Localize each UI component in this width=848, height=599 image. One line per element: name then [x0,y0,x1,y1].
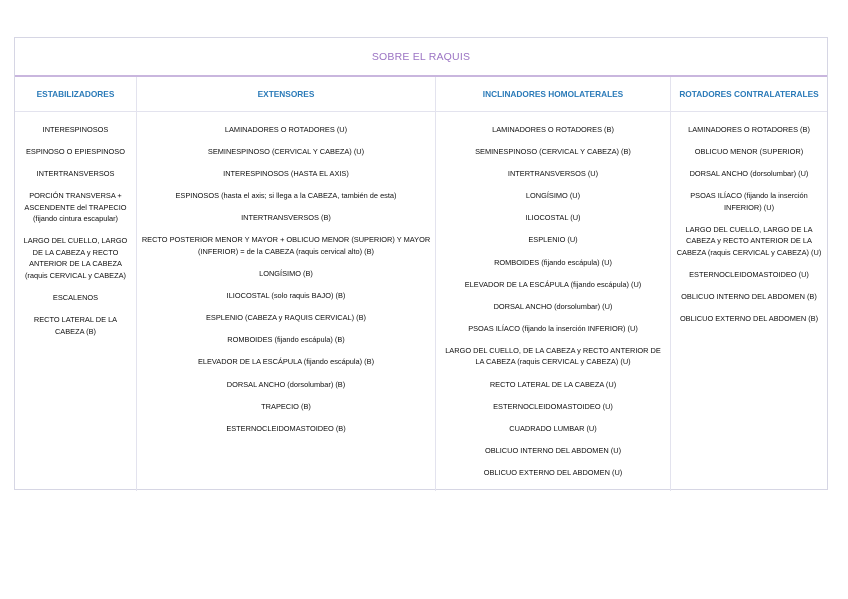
muscle-item: LAMINADORES O ROTADORES (B) [492,125,614,134]
muscle-item: PORCIÓN TRANSVERSA + ASCENDENTE del TRAPECIO (fijando cintura escapular) [24,191,127,224]
muscle-item: RECTO POSTERIOR MENOR Y MAYOR + OBLICUO MENOR (SUPERIOR) Y MAYOR (INFERIOR) = de la CABEZA (raquis cervical alto) (B) [141,235,431,256]
muscle-item: CUADRADO LUMBAR (U) [509,423,597,433]
column-items [137,112,435,434]
muscle-item: INTERTRANSVERSOS (B) [241,213,331,223]
column-header: ESTABILIZADORES [15,77,136,112]
muscle-item: ESPLENIO (CABEZA y RAQUIS CERVICAL) (B) [205,313,367,323]
column-header: INCLINADORES HOMOLATERALES [436,77,670,112]
muscle-item: ELEVADOR DE LA ESCÁPULA (fijando escápula) (B) [197,357,375,367]
muscle-item: RECTO LATERAL DE LA CABEZA (U) [489,379,617,389]
muscle-item: OBLICUO EXTERNO DEL ABDOMEN (B) [679,314,819,324]
muscle-item: LONGÍSIMO (B) [259,269,313,279]
muscle-item: SEMINESPINOSO (CERVICAL Y CABEZA) (U) [207,147,365,157]
muscle-item: RECTO LATERAL DE LA CABEZA (B) [33,315,118,336]
column-items [15,112,136,337]
muscle-item: OBLICUO INTERNO DEL ABDOMEN (B) [681,292,817,302]
muscle-item: LAMINADORES O ROTADORES (U) [224,125,348,134]
title-row [15,38,827,77]
muscle-item: ILIOCOSTAL (U) [525,213,581,223]
muscle-item: LONGÍSIMO (U) [525,191,581,201]
column-extensores [137,77,436,491]
muscle-item: ESTERNOCLEIDOMASTOIDEO (U) [493,401,613,411]
muscle-item: TRAPECIO (B) [261,401,311,411]
muscle-item: ESPLENIO (U) [528,235,578,245]
muscle-item: INTERESPINOSOS (HASTA EL AXIS) [223,169,349,179]
muscle-item: LARGO DEL CUELLO, LARGO DE LA CABEZA y RECTO ANTERIOR DE LA CABEZA (raquis CERVICAL y CABEZA) (U) [676,224,822,257]
column-items [436,112,670,478]
columns [15,77,827,491]
column-rotadores [671,77,827,491]
column-estabilizadores [15,77,137,491]
muscle-item: LARGO DEL CUELLO, DE LA CABEZA y RECTO ANTERIOR DE LA CABEZA (raquis CERVICAL y CABEZA) (U) [445,345,661,367]
muscle-item: ESTERNOCLEIDOMASTOIDEO (B) [226,423,346,433]
muscle-item: INTERTRANSVERSOS [36,169,115,179]
column-items [671,112,827,325]
table-title: SOBRE EL RAQUIS [371,50,471,63]
muscle-item: DORSAL ANCHO (dorsolumbar) (U) [689,169,809,179]
muscle-item: ROMBOIDES (fijando escápula) (U) [494,257,612,267]
raquis-table [14,37,828,490]
muscle-item: PSOAS ILÍACO (fijando la inserción INFERIOR) (U) [468,323,638,333]
muscle-item: ESPINOSO O EPIESPINOSO [26,147,125,157]
muscle-item: OBLICUO EXTERNO DEL ABDOMEN (U) [483,467,623,477]
column-header: EXTENSORES [137,77,435,112]
muscle-item: PSOAS ILÍACO (fijando la inserción INFERIOR) (U) [690,191,808,212]
muscle-item: SEMINESPINOSO (CERVICAL Y CABEZA) (B) [475,147,631,157]
muscle-item: LAMINADORES O ROTADORES (B) [688,125,810,134]
muscle-item: INTERESPINOSOS [42,125,109,134]
column-inclinadores [436,77,671,491]
muscle-item: ESTERNOCLEIDOMASTOIDEO (U) [689,269,809,279]
muscle-item: ESCALENOS [52,292,99,302]
muscle-item: ROMBOIDES (fijando escápula) (B) [227,335,345,345]
muscle-item: OBLICUO MENOR (SUPERIOR) [694,147,804,157]
muscle-item: ILIOCOSTAL (solo raquis BAJO) (B) [226,291,346,301]
muscle-item: OBLICUO INTERNO DEL ABDOMEN (U) [484,445,622,455]
muscle-item: DORSAL ANCHO (dorsolumbar) (U) [493,301,613,311]
muscle-item: ESPINOSOS (hasta el axis; si llega a la CABEZA, también de esta) [175,191,397,201]
muscle-item: LARGO DEL CUELLO, LARGO DE LA CABEZA y RECTO ANTERIOR DE LA CABEZA (raquis CERVICAL y CABEZA) [23,236,128,280]
muscle-item: INTERTRANSVERSOS (U) [507,169,599,179]
column-header: ROTADORES CONTRALATERALES [671,77,827,112]
muscle-item: ELEVADOR DE LA ESCÁPULA (fijando escápula) (U) [464,279,642,289]
muscle-item: DORSAL ANCHO (dorsolumbar) (B) [226,379,346,389]
